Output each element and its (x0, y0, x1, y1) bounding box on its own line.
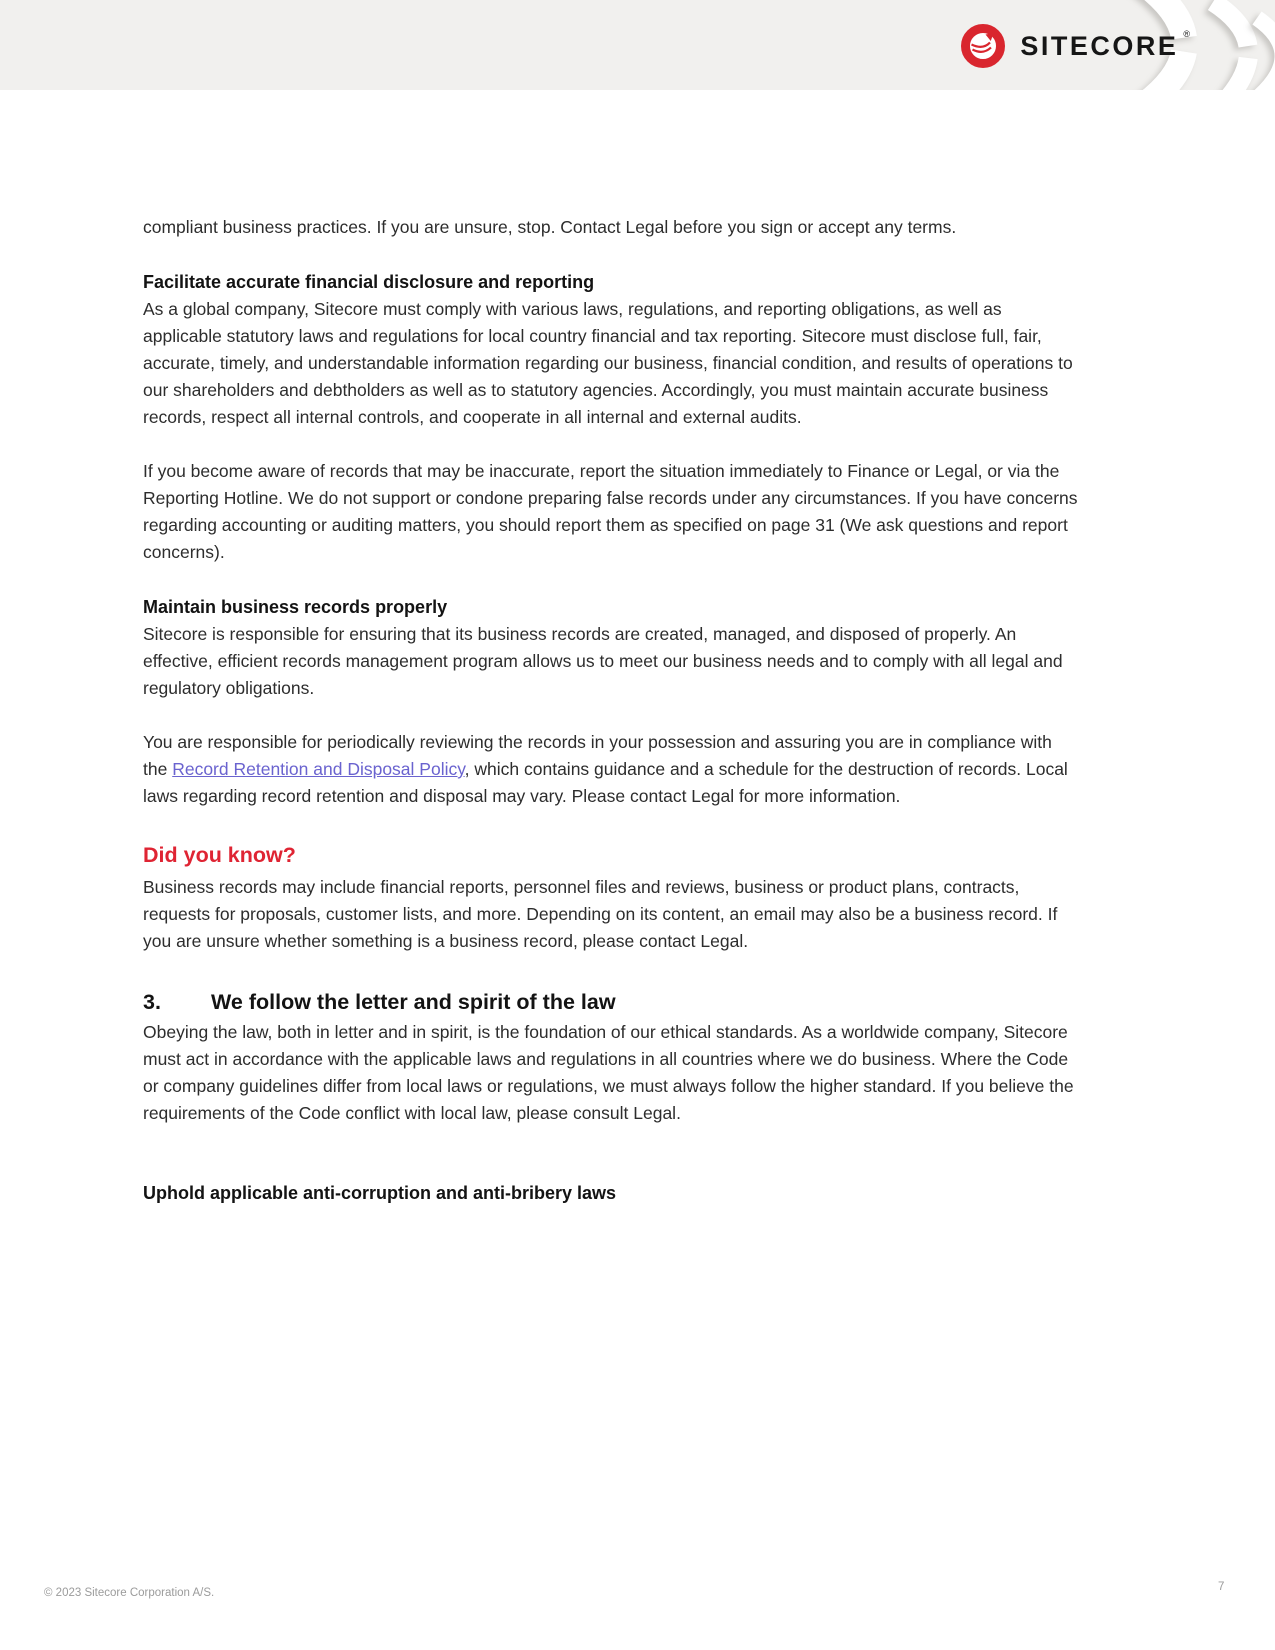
heading-business-records: Maintain business records properly (143, 597, 448, 617)
paragraph-record-retention (143, 729, 1078, 810)
copyright-text: © 2023 Sitecore Corporation A/S. (44, 1587, 215, 1599)
section-3-title: We follow the letter and spirit of the law (211, 990, 616, 1014)
paragraph-section-3: Obeying the law, both in letter and in spirit, is the foundation of our ethical standards. As a worldwide company, Sitecore must act in accordance with the applicable laws and regulations in all countries where we do business. Where the Code or company guidelines differ from local laws or regulations, we must always follow the higher standard. If you believe the requirements of the Code conflict with local law, please consult Legal. (143, 1022, 1074, 1123)
sitecore-logo (960, 23, 1190, 69)
paragraph-financial-1: As a global company, Sitecore must comply with various laws, regulations, and reporting obligations, as well as applicable statutory laws and regulations for local country financial and tax reporting. Sitecore must disclose full, fair, accurate, timely, and understandable information regarding our business, financial condition, and results of operations to our shareholders and debtholders as well as to statutory agencies. Accordingly, you must maintain accurate business records, respect all internal controls, and cooperate in all internal and external audits. (143, 299, 1073, 427)
registered-trademark-icon: ® (1183, 29, 1190, 39)
paragraph-records-1: Sitecore is responsible for ensuring that its business records are created, managed, and disposed of properly. An effective, efficient records management program allows us to meet our business needs and to comply with all legal and regulatory obligations. (143, 624, 1063, 698)
paragraph-did-you-know: Business records may include financial reports, personnel files and reviews, business or product plans, contracts, requests for proposals, customer lists, and more. Depending on its content, an email may also be a business record. If you are unsure whether something is a business record, please contact Legal. (143, 877, 1058, 951)
paragraph-intro-continued: compliant business practices. If you are unsure, stop. Contact Legal before you sign or accept any terms. (143, 217, 957, 237)
sitecore-logo-icon (960, 23, 1006, 69)
record-retention-policy-link[interactable]: Record Retention and Disposal Policy (172, 759, 465, 779)
heading-did-you-know: Did you know? (143, 843, 296, 867)
record-retention-text-after: , which contains guidance and a schedule for the destruction of records. Local laws regarding record retention and disposal may vary. Please contact Legal for more information. (143, 759, 1068, 806)
sitecore-logo-text: SITECORE (1020, 31, 1179, 61)
document-body (143, 214, 1078, 1207)
heading-financial-disclosure: Facilitate accurate financial disclosure and reporting (143, 272, 595, 292)
heading-section-3 (143, 987, 1078, 1017)
heading-anticorruption: Uphold applicable anti-corruption and anti-bribery laws (143, 1183, 617, 1203)
page-number: 7 (1218, 1581, 1225, 1593)
section-3-number: 3. (143, 990, 161, 1014)
page-header (0, 0, 1275, 90)
record-retention-text-before: You are responsible for periodically reviewing the records in your possession and assuring you are in compliance with the (143, 732, 1052, 779)
paragraph-financial-2: If you become aware of records that may be inaccurate, report the situation immediately to Finance or Legal, or via the Reporting Hotline. We do not support or condone preparing false records under any circumstances. If you have concerns regarding accounting or auditing matters, you should report them as specified on page 31 (We ask questions and report concerns). (143, 461, 1078, 562)
